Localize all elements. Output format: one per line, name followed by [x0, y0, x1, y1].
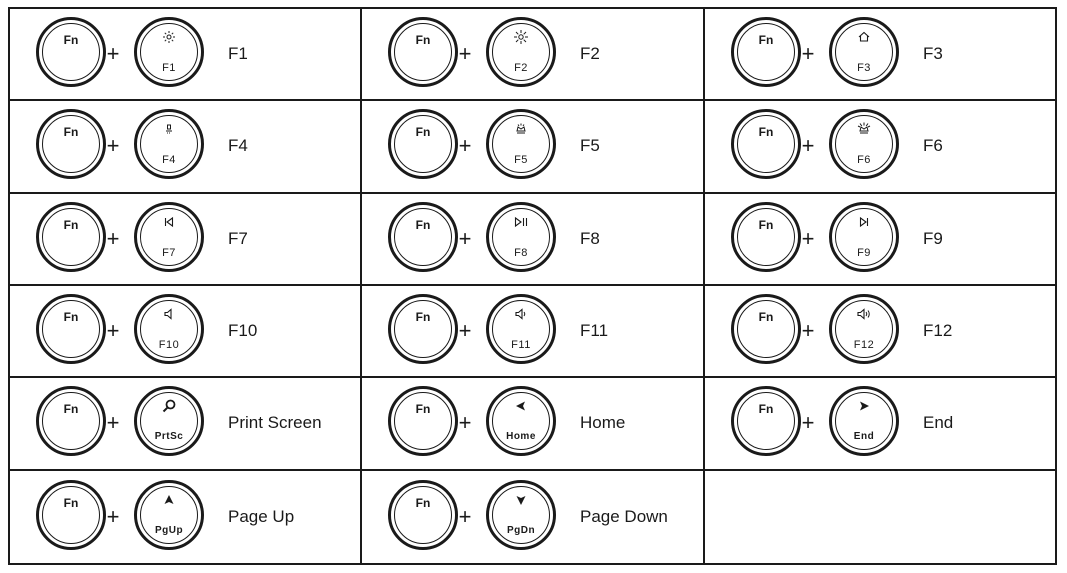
- function-key: [829, 17, 899, 87]
- function-key-label: F10: [158, 339, 180, 352]
- fn-key: [731, 202, 801, 272]
- shortcut-cell: [362, 9, 705, 101]
- fn-key-label: Fn: [758, 33, 774, 48]
- fn-key: [388, 17, 458, 87]
- function-key: [486, 386, 556, 456]
- shortcut-cell: [10, 194, 362, 286]
- shortcut-cell: [362, 378, 705, 470]
- plus-sign: +: [458, 41, 472, 67]
- shortcut-result-label: F12: [923, 321, 953, 341]
- fn-key-label: Fn: [63, 310, 79, 325]
- plus-sign: +: [106, 133, 120, 159]
- function-key-label: Home: [506, 431, 536, 443]
- fn-key-label: Fn: [63, 125, 79, 140]
- function-key-label: F5: [514, 154, 528, 167]
- fn-key-label: Fn: [63, 33, 79, 48]
- shortcut-result-label: F6: [923, 136, 943, 156]
- plus-sign: +: [458, 225, 472, 251]
- arrow-down-icon: [513, 492, 529, 508]
- fn-key: [388, 480, 458, 550]
- plus-sign: +: [801, 410, 815, 436]
- fn-key: [731, 109, 801, 179]
- shortcut-result-label: Page Up: [228, 506, 295, 526]
- function-key-label: F3: [857, 62, 871, 75]
- arrow-left-icon: [513, 398, 529, 414]
- arrow-up-icon: [161, 492, 177, 508]
- fn-key-label: Fn: [63, 217, 79, 232]
- function-key-label: PgUp: [154, 524, 184, 536]
- shortcut-cell: [362, 286, 705, 378]
- fn-key: [388, 294, 458, 364]
- search-icon: [161, 398, 177, 414]
- shortcut-cell: [10, 101, 362, 193]
- plus-sign: +: [106, 410, 120, 436]
- fn-key-label: Fn: [63, 495, 79, 510]
- shortcut-cell: [705, 9, 1055, 101]
- function-key-label: F6: [857, 154, 871, 167]
- function-key: [486, 109, 556, 179]
- shortcut-result-label: F2: [580, 44, 600, 64]
- fn-key-label: Fn: [758, 402, 774, 417]
- plus-sign: +: [106, 41, 120, 67]
- fn-key: [388, 386, 458, 456]
- fn-key: [731, 294, 801, 364]
- function-key: [134, 386, 204, 456]
- arrow-right-icon: [856, 398, 872, 414]
- function-key: [486, 480, 556, 550]
- keyboard-backlight-down-icon: [513, 121, 529, 137]
- function-key: [134, 480, 204, 550]
- volume-up-icon: [856, 306, 872, 322]
- fn-key: [36, 294, 106, 364]
- fn-key: [36, 202, 106, 272]
- function-key-label: F2: [514, 62, 528, 75]
- function-key-label: PrtSc: [154, 431, 184, 443]
- shortcut-result-label: F1: [228, 44, 248, 64]
- shortcut-cell: [10, 471, 362, 563]
- fn-key-label: Fn: [758, 125, 774, 140]
- brightness-up-icon: [513, 29, 529, 45]
- fn-key-label: Fn: [758, 310, 774, 325]
- shortcut-result-label: End: [923, 413, 954, 433]
- function-key-label: F8: [514, 246, 528, 259]
- function-key: [134, 202, 204, 272]
- shortcut-result-label: F10: [228, 321, 258, 341]
- function-key-label: End: [853, 431, 875, 443]
- backlight-icon: [161, 121, 177, 137]
- plus-sign: +: [801, 318, 815, 344]
- shortcut-result-label: F11: [580, 321, 609, 341]
- keyboard-backlight-up-icon: [856, 121, 872, 137]
- plus-sign: +: [458, 318, 472, 344]
- plus-sign: +: [106, 503, 120, 529]
- shortcut-result-label: F3: [923, 44, 943, 64]
- shortcut-result-label: F8: [580, 228, 600, 248]
- plus-sign: +: [801, 41, 815, 67]
- shortcut-cell: [10, 9, 362, 101]
- shortcut-cell: [10, 378, 362, 470]
- function-key-label: PgDn: [506, 524, 536, 536]
- function-key-label: F12: [853, 339, 875, 352]
- previous-track-icon: [161, 214, 177, 230]
- fn-key-label: Fn: [415, 125, 431, 140]
- fn-key: [36, 386, 106, 456]
- plus-sign: +: [801, 133, 815, 159]
- fn-key: [36, 480, 106, 550]
- function-key: [134, 294, 204, 364]
- shortcut-result-label: F7: [228, 228, 248, 248]
- function-key-label: F4: [162, 154, 176, 167]
- shortcut-cell: [362, 101, 705, 193]
- fn-shortcut-table: [8, 7, 1057, 565]
- plus-sign: +: [106, 225, 120, 251]
- shortcut-result-label: Print Screen: [228, 413, 322, 433]
- shortcut-cell: [705, 194, 1055, 286]
- mute-icon: [161, 306, 177, 322]
- shortcut-result-label: Home: [580, 413, 626, 433]
- plus-sign: +: [458, 133, 472, 159]
- shortcut-cell: [362, 194, 705, 286]
- plus-sign: +: [106, 318, 120, 344]
- fn-key-label: Fn: [415, 402, 431, 417]
- shortcut-result-label: F5: [580, 136, 600, 156]
- home-icon: [856, 29, 872, 45]
- shortcut-cell: [705, 378, 1055, 470]
- fn-key: [731, 386, 801, 456]
- play-pause-icon: [513, 214, 529, 230]
- fn-key: [36, 17, 106, 87]
- fn-key: [388, 202, 458, 272]
- function-key-label: F9: [857, 246, 871, 259]
- function-key: [829, 109, 899, 179]
- function-key: [829, 386, 899, 456]
- fn-key: [388, 109, 458, 179]
- fn-key-label: Fn: [415, 33, 431, 48]
- fn-key-label: Fn: [758, 217, 774, 232]
- function-key: [486, 294, 556, 364]
- fn-key: [36, 109, 106, 179]
- shortcut-result-label: Page Down: [580, 506, 668, 526]
- fn-key-label: Fn: [415, 495, 431, 510]
- plus-sign: +: [458, 410, 472, 436]
- function-key: [829, 202, 899, 272]
- function-key: [134, 109, 204, 179]
- empty-cell: [705, 471, 1055, 563]
- shortcut-cell: [10, 286, 362, 378]
- shortcut-cell: [705, 101, 1055, 193]
- shortcut-result-label: F9: [923, 228, 943, 248]
- function-key: [486, 17, 556, 87]
- function-key-label: F11: [511, 339, 531, 352]
- function-key: [486, 202, 556, 272]
- shortcut-result-label: F4: [228, 136, 248, 156]
- shortcut-cell: [705, 286, 1055, 378]
- shortcut-cell: [362, 471, 705, 563]
- fn-key-label: Fn: [63, 402, 79, 417]
- function-key: [134, 17, 204, 87]
- fn-key: [731, 17, 801, 87]
- fn-key-label: Fn: [415, 310, 431, 325]
- function-key-label: F1: [162, 62, 176, 75]
- plus-sign: +: [458, 503, 472, 529]
- plus-sign: +: [801, 225, 815, 251]
- function-key: [829, 294, 899, 364]
- brightness-down-icon: [161, 29, 177, 45]
- function-key-label: F7: [162, 246, 176, 259]
- next-track-icon: [856, 214, 872, 230]
- volume-down-icon: [513, 306, 529, 322]
- fn-key-label: Fn: [415, 217, 431, 232]
